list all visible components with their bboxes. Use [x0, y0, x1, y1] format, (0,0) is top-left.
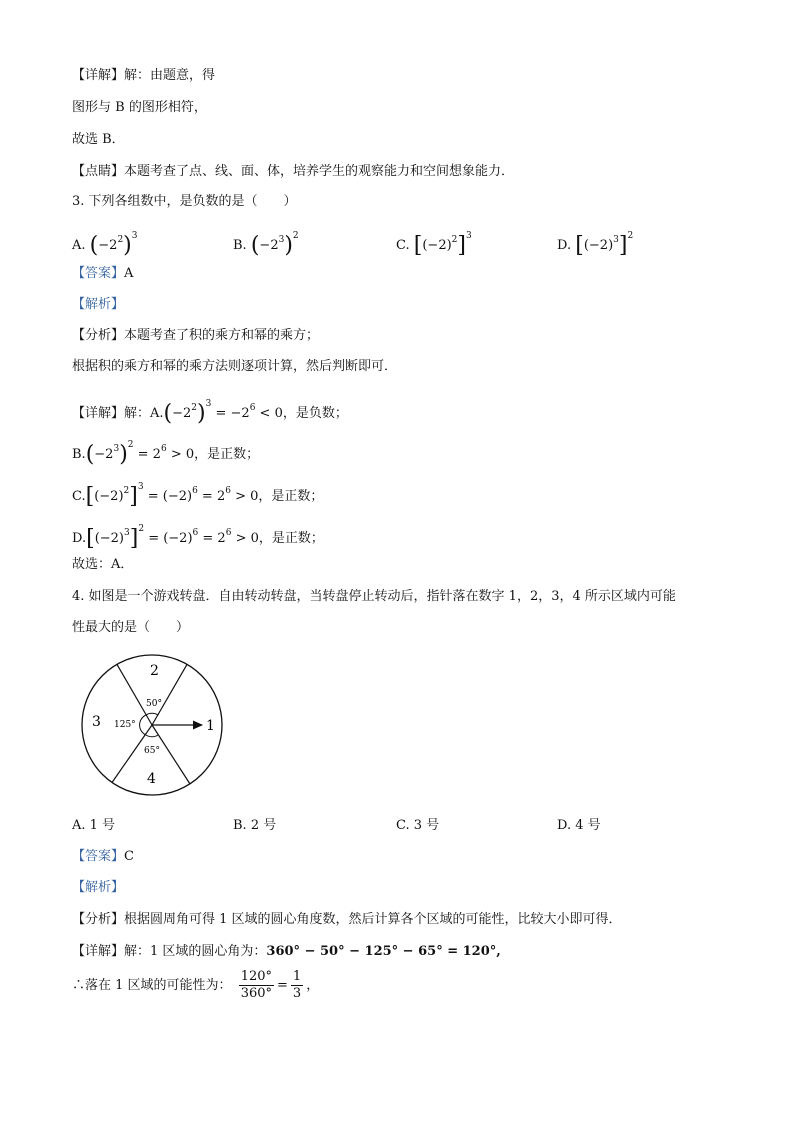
q3-conclusion: 故选：A． [72, 557, 134, 572]
q3-option-b: B. $(-2^3)^2$ [233, 231, 299, 258]
region-2-label: 2 [150, 663, 159, 679]
q4-option-b: B. 2 号 [233, 818, 277, 833]
q3-detail-d: $D.[(-2)^3]^2 = (-2)^6 = 2^6 > 0$，是正数； [72, 524, 324, 551]
q3-detail-b: $B.(-2^3)^2 = 2^6 > 0$，是正数； [72, 440, 260, 467]
q3-detail-c: $C.[(-2)^2]^3 = (-2)^6 = 2^6 > 0$，是正数； [72, 482, 324, 509]
q4-analysis-tag: 【解析】 [72, 880, 125, 895]
question-4-stem-2: 性最大的是（ ） [72, 620, 190, 635]
pointer-arrow-head [193, 721, 203, 730]
arc-left [140, 715, 146, 735]
q4-option-c: C. 3 号 [396, 818, 440, 833]
q4-detail-line: 【详解】解：1 区域的圆心角为：360° − 50° − 125° − 65° = 120°, [72, 944, 501, 959]
question-3-stem: 3. 下列各组数中，是负数的是（ ） [72, 194, 297, 209]
q3-answer: 【答案】A [72, 266, 134, 281]
fraction-120-360: $\frac{120^\circ}{360^\circ}$ [240, 969, 273, 1001]
region-3-label: 3 [92, 714, 101, 730]
region-4-label: 4 [147, 771, 156, 787]
angle-bottom-label: 65° [144, 746, 160, 756]
angle-top-label: 50° [146, 699, 162, 709]
fraction-1-3: $\frac{1}{3}$ [292, 969, 302, 1001]
question-4-stem: 4. 如图是一个游戏转盘．自由转动转盘，当转盘停止转动后，指针落在数字 1，2，3，4 所示区域内可能 [72, 589, 676, 604]
region-1-label: 1 [206, 718, 215, 734]
divider-top-left [117, 664, 152, 725]
q3-detail-a: 【详解】解：$A.(-2^2)^3 = -2^6 < 0$，是负数； [72, 399, 348, 426]
q3-analysis-line-2: 根据积的乘方和幂的乘方法则逐项计算，然后判断即可． [72, 359, 398, 374]
q3-option-d: D. $[(-2)^3]^2$ [557, 231, 634, 258]
comment-line: 【点睛】本题考查了点、线、面、体，培养学生的观察能力和空间想象能力． [72, 164, 515, 179]
q4-answer: 【答案】C [72, 849, 134, 864]
angle-left-label: 125° [114, 720, 136, 730]
q4-analysis-line: 【分析】根据圆周角可得 1 区域的圆心角度数，然后计算各个区域的可能性，比较大小即可得． [72, 912, 622, 927]
arc-bottom [146, 735, 158, 737]
arc-top [146, 713, 158, 715]
q4-probability-line: ∴落在 1 区域的可能性为： $\frac{120^\circ}{360^\circ}$ = $\frac{1}{3}$ ， [72, 969, 320, 1001]
spinner-figure [72, 645, 232, 805]
q3-option-a: A. $(-2^2)^3$ [72, 231, 138, 258]
q3-analysis-line: 【分析】本题考查了积的乘方和幂的乘方； [72, 328, 320, 343]
q4-option-d: D. 4 号 [557, 818, 601, 833]
q3-option-c: C. $[(-2)^2]^3$ [396, 231, 472, 258]
q4-option-a: A. 1 号 [72, 818, 116, 833]
q3-analysis-tag: 【解析】 [72, 297, 125, 312]
conclusion-line: 故选 B． [72, 132, 125, 147]
detail-line-2: 图形与 B 的图形相符， [72, 100, 207, 115]
detail-line: 【详解】解：由题意，得 [72, 68, 216, 83]
